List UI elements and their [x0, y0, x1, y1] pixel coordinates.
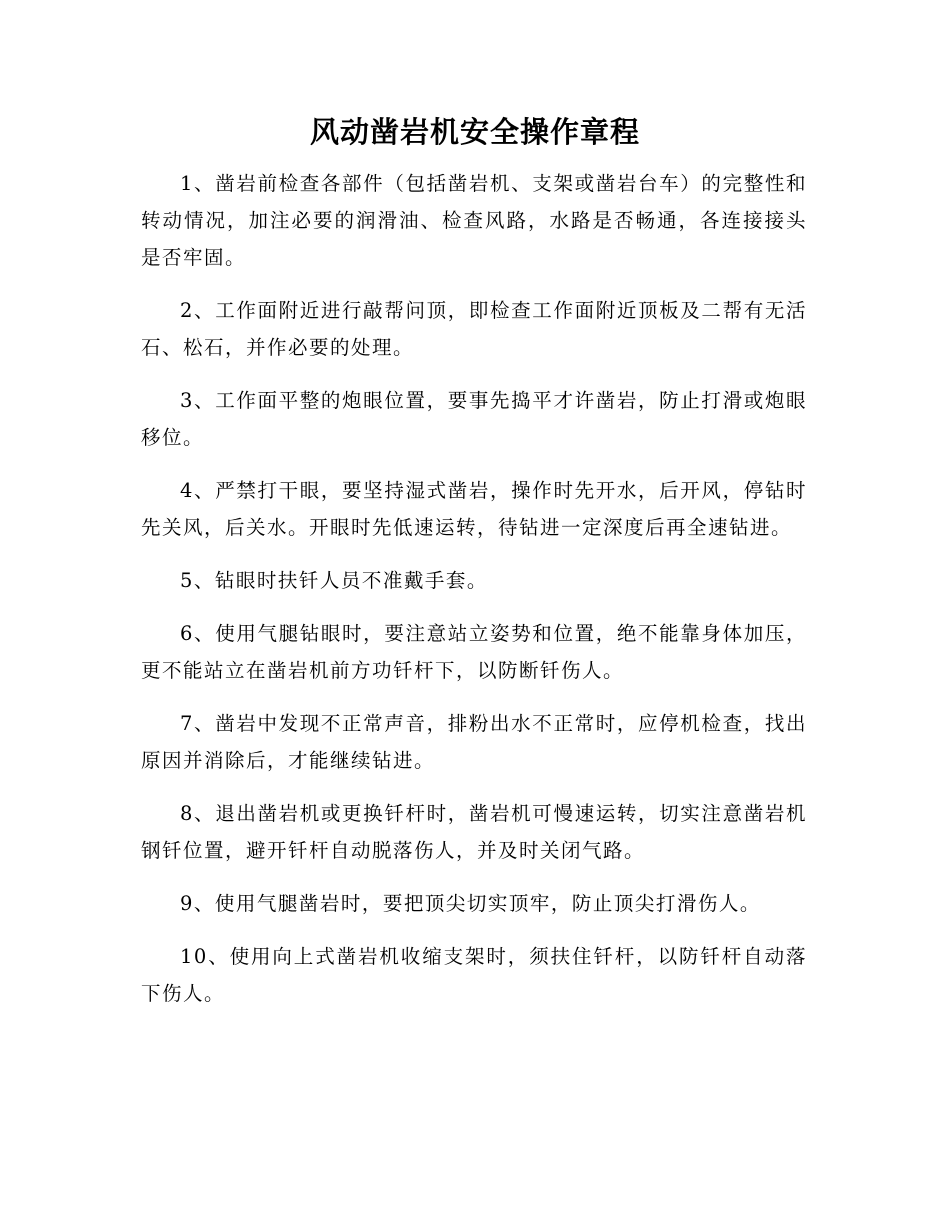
paragraph-7: 7、凿岩中发现不正常声音，排粉出水不正常时，应停机检查，找出原因并消除后，才能继续钻进。: [141, 712, 807, 772]
paragraph-8: 8、退出凿岩机或更换钎杆时，凿岩机可慢速运转，切实注意凿岩机钢钎位置，避开钎杆自动脱落伤人，并及时关闭气路。: [141, 802, 807, 862]
paragraph-5: 5、钻眼时扶钎人员不准戴手套。: [180, 569, 488, 592]
paragraph-9: 9、使用气腿凿岩时，要把顶尖切实顶牢，防止顶尖打滑伤人。: [180, 892, 761, 915]
paragraph-10: 10、使用向上式凿岩机收缩支架时，须扶住钎杆，以防钎杆自动落下伤人。: [141, 945, 807, 1005]
paragraph-3: 3、工作面平整的炮眼位置，要事先捣平才许凿岩，防止打滑或炮眼移位。: [141, 389, 807, 449]
paragraph-6: 6、使用气腿钻眼时，要注意站立姿势和位置，绝不能靠身体加压，更不能站立在凿岩机前方功钎杆下，以防断钎伤人。: [141, 622, 807, 682]
paragraph-4: 4、严禁打干眼，要坚持湿式凿岩，操作时先开水，后开风，停钻时先关风，后关水。开眼时先低速运转，待钻进一定深度后再全速钻进。: [141, 479, 807, 539]
document-body: [141, 165, 807, 1028]
paragraph-2: 2、工作面附近进行敲帮问顶，即检查工作面附近顶板及二帮有无活石、松石，并作必要的处理。: [141, 299, 807, 359]
document-title: 风动凿岩机安全操作章程: [309, 115, 640, 149]
paragraph-1: 1、凿岩前检查各部件（包括凿岩机、支架或凿岩台车）的完整性和转动情况，加注必要的润滑油、检查风路，水路是否畅通，各连接接头是否牢固。: [141, 172, 807, 269]
